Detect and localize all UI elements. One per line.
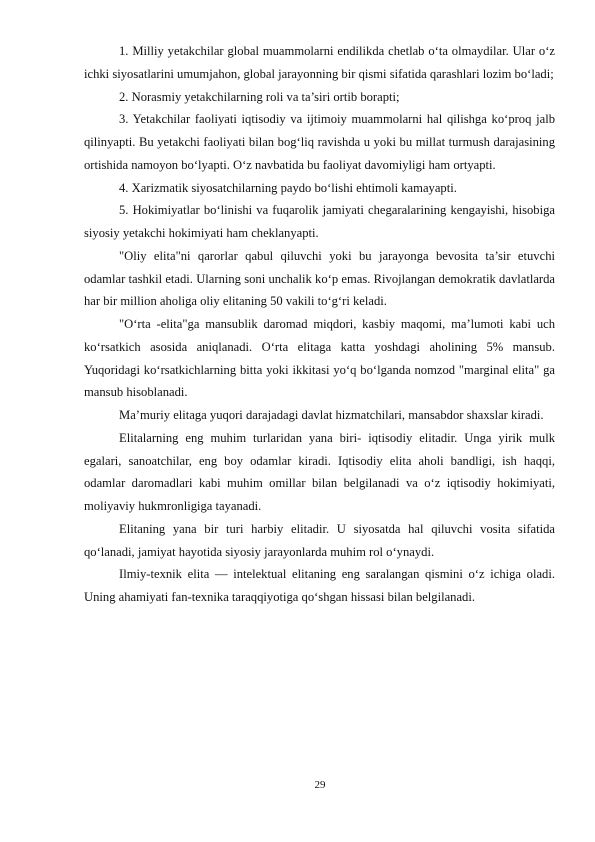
paragraph-3: 3. Yetakchilar faoliyati iqtisodiy va ijtimoiy muammolarni hal qilishga ko‘proq jalb qilinyapti. Bu yetakchi faoliyati bilan bog‘liq ravishda u yoki bu millat turmush darajasining ortishida namoyon bo‘lyapti. O‘z navbatida bu faoliyat davomiyligi ham ortyapti.	[84, 112, 555, 172]
document-page-body	[84, 40, 555, 609]
page-number: 29	[314, 779, 326, 791]
paragraph-1: 1. Milliy yetakchilar global muammolarni endilikda chetlab o‘ta olmaydilar. Ular o‘z ichki siyosatlarini umumjahon, global jarayonning bir qismi sifatida qarashlari lozim bo‘ladi;	[84, 44, 555, 81]
paragraph-9: Elitalarning eng muhim turlaridan yana biri- iqtisodiy elitadir. Unga yirik mulk egalari, sanoatchilar, eng boy odamlar kiradi. Iqtisodiy elita aholi bandligi, ish haqqi, odamlar daromadlari kabi muhim omillar bilan belgilanadi va o‘z iqtisodiy hokimiyati, moliyaviy hukmronligiga tayanadi.	[84, 430, 555, 513]
paragraph-2: 2. Norasmiy yetakchilarning roli va ta’siri ortib borapti;	[119, 89, 400, 104]
paragraph-11: Ilmiy-texnik elita — intelektual elitaning eng saralangan qismini o‘z ichiga oladi. Uning ahamiyati fan-texnika taraqqiyotiga qo‘shgan hissasi bilan belgilanadi.	[84, 567, 555, 604]
paragraph-5: 5. Hokimiyatlar bo‘linishi va fuqarolik jamiyati chegaralarining kengayishi, hisobiga siyosiy yetakchi hokimiyati ham cheklanyapti.	[84, 203, 555, 240]
paragraph-6: "Oliy elita"ni qarorlar qabul qiluvchi yoki bu jarayonga bevosita ta’sir etuvchi odamlar tashkil etadi. Ularning soni unchalik ko‘p emas. Rivojlangan demokratik davlatlarda har bir million aholiga oliy elitaning 50 vakili to‘g‘ri keladi.	[84, 248, 555, 309]
paragraph-4: 4. Xarizmatik siyosatchilarning paydo bo‘lishi ehtimoli kamayapti.	[119, 180, 457, 195]
paragraph-7: "O‘rta -elita"ga mansublik daromad miqdori, kasbiy maqomi, ma’lumoti kabi uch ko‘rsatkich asosida aniqlanadi. O‘rta elitaga katta yoshdagi aholining 5% mansub. Yuqoridagi ko‘rsatkichlarning bitta yoki ikkitasi yo‘q bo‘lganda nomzod "marginal elita" ga mansub hisoblanadi.	[84, 317, 555, 400]
paragraph-10: Elitaning yana bir turi harbiy elitadir. U siyosatda hal qiluvchi vosita sifatida qo‘lanadi, jamiyat hayotida siyosiy jarayonlarda muhim rol o‘ynaydi.	[84, 521, 555, 559]
paragraph-8: Ma’muriy elitaga yuqori darajadagi davlat hizmatchilari, mansabdor shaxslar kiradi.	[119, 408, 544, 422]
